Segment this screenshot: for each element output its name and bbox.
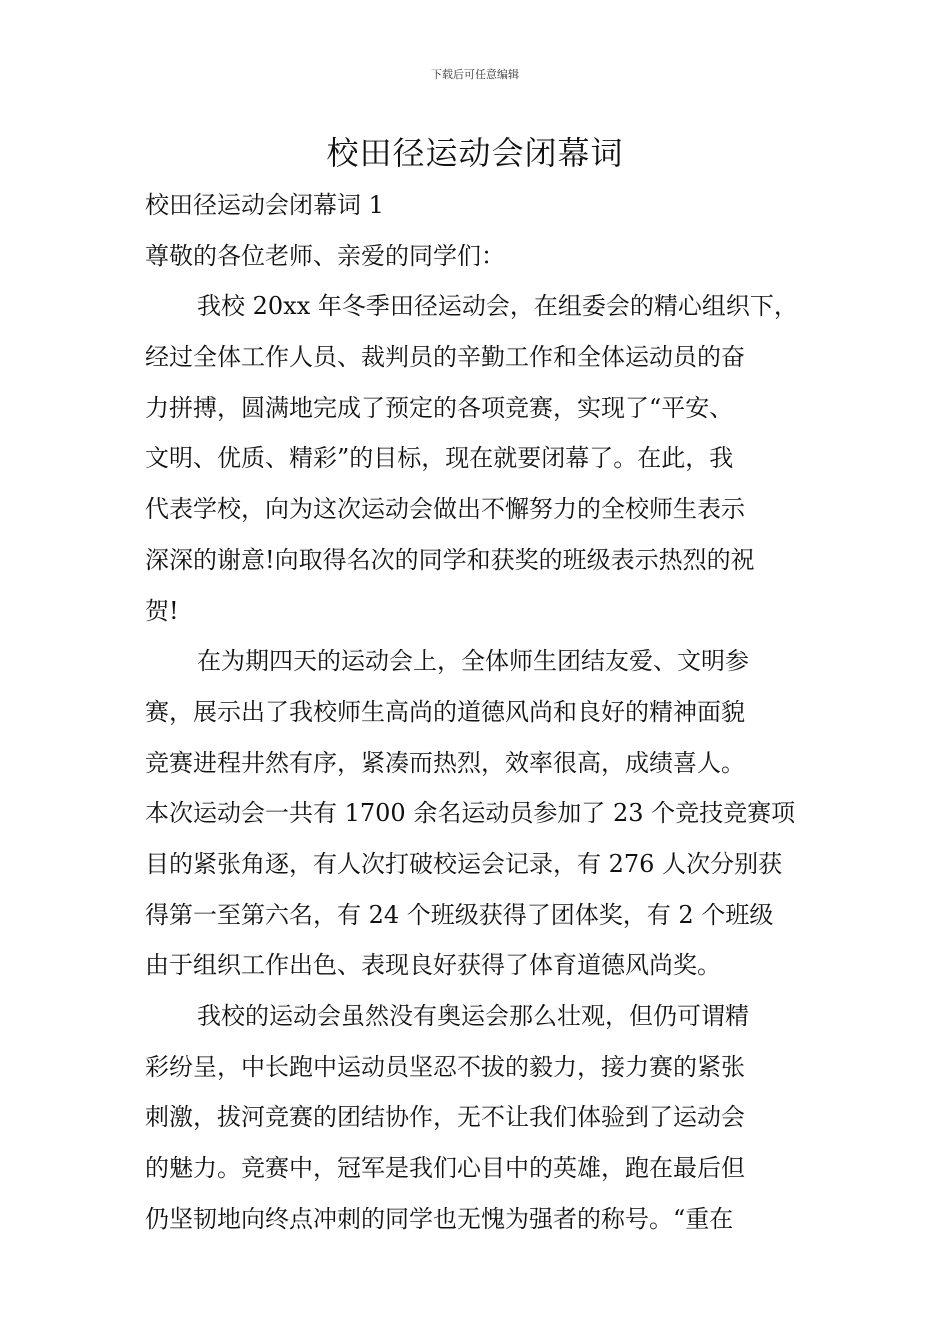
body-text-line: 目的紧张角逐，有人次打破校运会记录，有 276 人次分别获 bbox=[145, 849, 783, 878]
body-text-line: 文明、优质、精彩”的目标，现在就要闭幕了。在此，我 bbox=[145, 444, 734, 473]
body-text-line: 刺激，拔河竞赛的团结协作，无不让我们体验到了运动会 bbox=[145, 1103, 745, 1132]
body-text-line: 校田径运动会闭幕词 1 bbox=[145, 191, 384, 219]
body-text-line: 我校的运动会虽然没有奥运会那么壮观，但仍可谓精 bbox=[197, 1002, 749, 1030]
document-title: 校田径运动会闭幕词 bbox=[326, 134, 624, 172]
body-text-line: 仍坚韧地向终点冲刺的同学也无愧为强者的称号。“重在 bbox=[145, 1204, 734, 1233]
page-header-note: 下载后可任意编辑 bbox=[431, 68, 519, 81]
body-text-line: 深深的谢意!向取得名次的同学和获奖的班级表示热烈的祝 bbox=[145, 545, 755, 574]
body-text-line: 经过全体工作人员、裁判员的辛勤工作和全体运动员的奋 bbox=[145, 343, 745, 372]
body-text-line: 尊敬的各位老师、亲爱的同学们： bbox=[145, 241, 505, 270]
body-text-line: 代表学校，向为这次运动会做出不懈努力的全校师生表示 bbox=[145, 495, 745, 524]
body-text-line: 我校 20xx 年冬季田径运动会，在组委会的精心组织下， bbox=[197, 292, 798, 321]
body-text-line: 赛，展示出了我校师生高尚的道德风尚和良好的精神面貌 bbox=[145, 697, 745, 726]
body-text-line: 得第一至第六名，有 24 个班级获得了团体奖，有 2 个班级 bbox=[145, 900, 774, 929]
body-text-line: 在为期四天的运动会上，全体师生团结友爱、文明参 bbox=[197, 647, 749, 676]
document-body bbox=[145, 180, 815, 1244]
body-text-line: 贺! bbox=[145, 596, 179, 625]
body-text-line: 竞赛进程井然有序，紧凑而热烈，效率很高，成绩喜人。 bbox=[145, 748, 745, 777]
body-text-line: 的魅力。竞赛中，冠军是我们心目中的英雄，跑在最后但 bbox=[145, 1154, 745, 1183]
body-text-line: 彩纷呈，中长跑中运动员坚忍不拔的毅力，接力赛的紧张 bbox=[145, 1052, 745, 1081]
body-text-line: 力拼搏，圆满地完成了预定的各项竞赛，实现了“平安、 bbox=[145, 393, 734, 422]
body-text-line: 由于组织工作出色、表现良好获得了体育道德风尚奖。 bbox=[145, 951, 721, 980]
body-text-line: 本次运动会一共有 1700 余名运动员参加了 23 个竞技竞赛项 bbox=[145, 799, 796, 828]
